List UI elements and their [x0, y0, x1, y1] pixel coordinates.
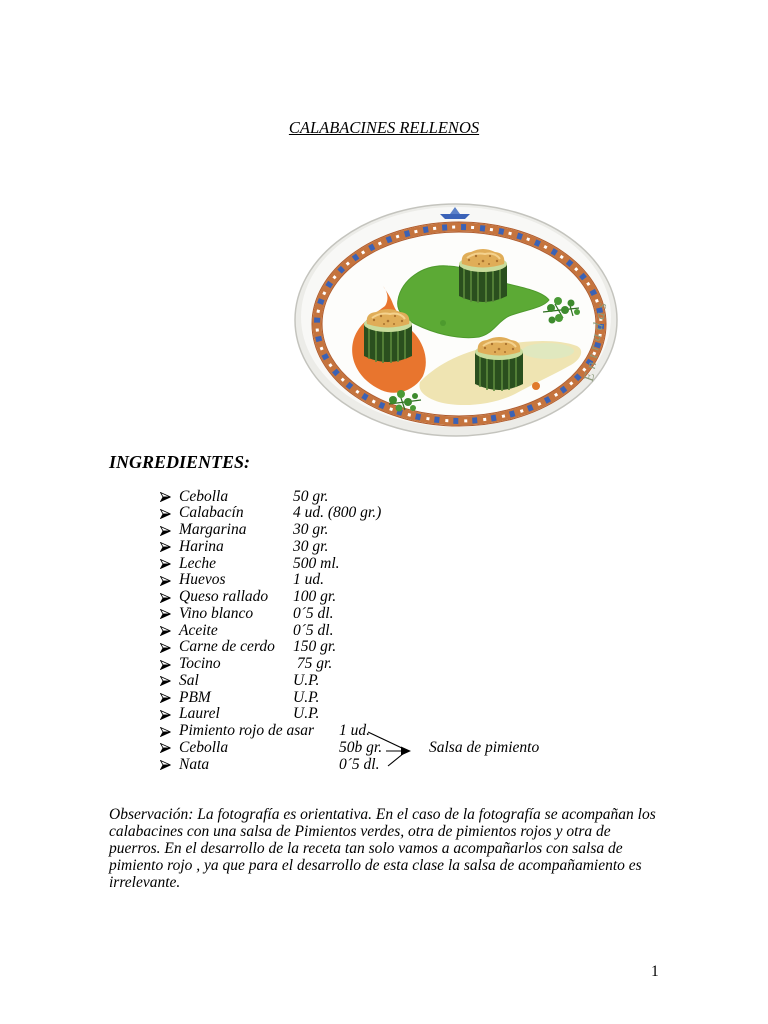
arrowhead-bullet-icon [160, 576, 171, 586]
ingredient-quantity: 1 ud. [293, 571, 324, 589]
stuffed-zucchini [364, 309, 412, 363]
ingredient-name: Margarina [179, 521, 247, 538]
ingredient-name: Cebolla [179, 487, 229, 505]
arrowhead-bullet-icon [160, 559, 171, 569]
ingredient-name: Sal [179, 671, 199, 689]
arrowhead-bullet-icon [160, 542, 171, 552]
ingredient-row [0, 690, 768, 707]
ingredient-quantity: 30 gr. [293, 521, 329, 538]
ingredient-row [0, 556, 768, 573]
ingredient-quantity: 50 gr. [293, 487, 329, 505]
ingredient-name: Leche [179, 554, 217, 572]
arrowhead-bullet-icon [160, 710, 171, 720]
stuffed-zucchini [475, 337, 523, 391]
ingredient-quantity: 150 gr. [293, 638, 337, 656]
observation-line: puerros. En el desarrollo de la receta tan solo vamos a acompañarlos con salsa de [109, 840, 623, 857]
ingredient-row [0, 623, 768, 640]
ingredient-name: Vino blanco [179, 604, 254, 622]
arrowhead-bullet-icon [160, 760, 171, 770]
ingredient-row [0, 539, 768, 556]
arrowhead-bullet-icon [160, 526, 171, 536]
ingredient-row [0, 673, 768, 690]
ingredient-quantity: 0´5 dl. [293, 604, 334, 622]
ingredient-quantity: U.P. [293, 671, 320, 689]
sauce-label: Salsa de pimiento [429, 738, 540, 756]
arrowhead-bullet-icon [160, 509, 171, 519]
ingredient-name: Queso rallado [179, 588, 269, 605]
green-sauce-drop [440, 320, 446, 326]
observation-line: Observación: La fotografía es orientativa. En el caso de la fotografía se acompañan los [109, 806, 656, 823]
arrowhead-bullet-icon [160, 676, 171, 686]
ingredient-name: Laurel [179, 705, 220, 723]
ingredient-name: Calabacín [179, 504, 244, 522]
arrowhead-bullet-icon [160, 609, 171, 619]
ingredient-name: Tocino [179, 655, 221, 672]
ingredient-row [0, 589, 768, 606]
ingredient-row [0, 572, 768, 589]
arrowhead-bullet-icon [160, 593, 171, 603]
ingredient-name: Pimiento rojo de asar [179, 722, 315, 739]
ingredient-quantity: U.P. [293, 705, 320, 723]
observation-line: pimiento rojo , ya que para el desarrollo de esta clase la salsa de acompañamiento es [109, 857, 642, 874]
ingredient-name: Aceite [179, 621, 218, 639]
ingredient-quantity: 500 ml. [293, 554, 340, 572]
ingredient-quantity: 30 gr. [293, 537, 329, 555]
arrowhead-bullet-icon [160, 660, 171, 670]
ingredient-name: PBM [179, 688, 211, 706]
page-number: 1 [651, 963, 659, 980]
ingredient-quantity: U.P. [293, 688, 320, 706]
ingredient-quantity: 1 ud. [339, 722, 370, 739]
arrowhead-icon [401, 747, 411, 756]
ingredient-row [0, 656, 768, 673]
ingredient-quantity: 0´5 dl. [293, 621, 334, 639]
dish-photo [293, 200, 618, 438]
observation-line: calabacines con una salsa de Pimientos verdes, otra de pimientos rojos y otra de [109, 823, 611, 840]
ingredient-quantity: 75 gr. [293, 655, 333, 672]
arrowhead-bullet-icon [160, 643, 171, 653]
arrow-line [368, 732, 404, 749]
plate-lettering: Entradas [581, 297, 612, 383]
ingredient-row [0, 639, 768, 656]
recipe-title: CALABACINES RELLENOS [288, 118, 480, 137]
arrowhead-bullet-icon [160, 727, 171, 737]
ingredients-heading: INGREDIENTES: [109, 452, 251, 472]
ingredient-name: Nata [179, 755, 210, 773]
ingredient-row [0, 489, 768, 506]
ingredient-name: Cebolla [179, 738, 229, 756]
sauce-bracket-arrows [360, 725, 416, 775]
arrowhead-bullet-icon [160, 626, 171, 636]
observation-line: irrelevante. [109, 874, 181, 891]
ingredient-name: Harina [179, 537, 224, 555]
ingredient-row [0, 606, 768, 623]
ingredient-row [0, 522, 768, 539]
ingredient-quantity: 50b gr. [339, 738, 383, 756]
ingredient-row [0, 706, 768, 723]
ingredient-name: Carne de cerdo [179, 638, 275, 656]
stuffed-zucchini [459, 249, 507, 303]
arrowhead-bullet-icon [160, 743, 171, 753]
ingredient-quantity: 4 ud. (800 gr.) [293, 504, 382, 522]
arrowhead-bullet-icon [160, 693, 171, 703]
ingredient-name: Huevos [179, 571, 226, 589]
ingredient-quantity: 100 gr. [293, 588, 337, 605]
ingredient-row [0, 505, 768, 522]
ingredient-quantity: 0´5 dl. [339, 755, 380, 773]
arrowhead-bullet-icon [160, 492, 171, 502]
observation-paragraph [109, 806, 656, 891]
